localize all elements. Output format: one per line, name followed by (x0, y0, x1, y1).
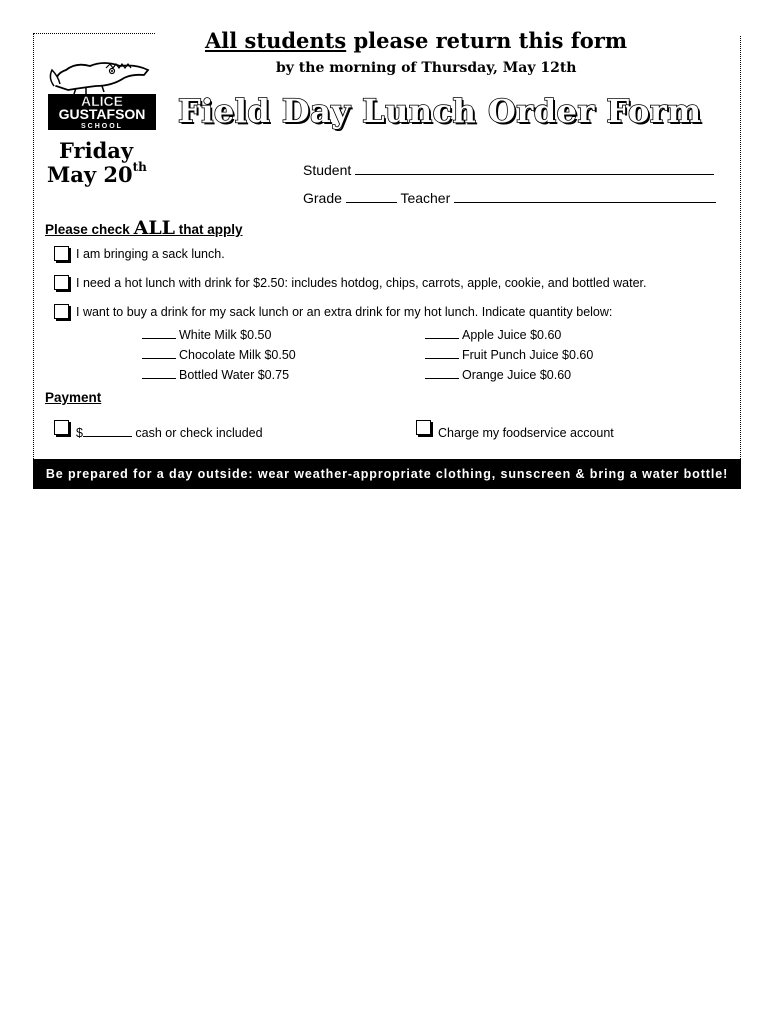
drink-white-milk[interactable] (142, 328, 271, 342)
amount-blank[interactable] (83, 426, 132, 437)
student-blank[interactable] (355, 162, 714, 175)
drink-label: Orange Juice $0.60 (462, 368, 572, 382)
check-suffix: that apply (175, 222, 243, 237)
drink-bottled-water[interactable] (142, 368, 289, 382)
return-instruction (205, 28, 627, 53)
quantity-blank[interactable] (142, 328, 176, 339)
drink-label: Bottled Water $0.75 (179, 368, 290, 382)
drink-label: Chocolate Milk $0.50 (179, 348, 296, 362)
option-cash-check (76, 426, 263, 440)
logo-line2: GUSTAFSON (58, 106, 146, 122)
quantity-blank[interactable] (425, 328, 459, 339)
grade-label: Grade (303, 190, 342, 206)
return-deadline: by the morning of Thursday, May 12th (276, 60, 577, 76)
teacher-label: Teacher (400, 190, 451, 206)
drink-fruit-punch[interactable] (425, 348, 593, 362)
reminder-banner: Be prepared for a day outside: wear weather-appropriate clothing, sunscreen & bring a water bottle! (33, 459, 741, 489)
event-month-day: May 20 (47, 162, 133, 187)
option-hot-lunch: I need a hot lunch with drink for $2.50: includes hotdog, chips, carrots, apple, cookie, and bottled water. (76, 276, 647, 290)
charge-account-checkbox[interactable] (416, 420, 431, 435)
grade-field[interactable] (303, 190, 716, 206)
event-date-suffix: th (132, 160, 147, 174)
teacher-blank[interactable] (454, 190, 716, 203)
quantity-blank[interactable] (425, 368, 459, 379)
hot-lunch-checkbox[interactable] (54, 275, 69, 290)
drink-label: Fruit Punch Juice $0.60 (462, 348, 594, 362)
quantity-blank[interactable] (142, 368, 176, 379)
event-date (47, 162, 147, 187)
cash-suffix: cash or check included (131, 426, 263, 440)
option-buy-drink: I want to buy a drink for my sack lunch or an extra drink for my hot lunch. Indicate quantity below: (76, 305, 613, 319)
check-prefix: Please check (45, 222, 134, 237)
check-instruction (45, 217, 243, 239)
option-sack-lunch: I am bringing a sack lunch. (76, 247, 225, 261)
drink-orange-juice[interactable] (425, 368, 571, 382)
event-day: Friday (59, 138, 134, 163)
sack-lunch-checkbox[interactable] (54, 246, 69, 261)
drink-chocolate-milk[interactable] (142, 348, 296, 362)
school-logo (46, 56, 158, 136)
drink-apple-juice[interactable] (425, 328, 561, 342)
quantity-blank[interactable] (425, 348, 459, 359)
check-emphasis: ALL (133, 217, 176, 239)
title-rest: please return this form (346, 28, 628, 53)
title-underlined: All students (205, 28, 347, 53)
cash-prefix: $ (76, 426, 83, 440)
form-title: Field Day Lunch Order Form (178, 92, 702, 130)
buy-drink-checkbox[interactable] (54, 304, 69, 319)
student-label: Student (303, 162, 352, 178)
drink-label: White Milk $0.50 (179, 328, 272, 342)
alligator-icon (50, 63, 148, 94)
grade-blank[interactable] (346, 190, 397, 203)
student-field[interactable] (303, 162, 714, 178)
logo-line1: ALICE (81, 93, 123, 109)
option-charge-account: Charge my foodservice account (438, 426, 614, 440)
logo-line3: SCHOOL (81, 123, 123, 130)
drink-label: Apple Juice $0.60 (462, 328, 562, 342)
payment-heading: Payment (45, 390, 102, 405)
quantity-blank[interactable] (142, 348, 176, 359)
cash-check-checkbox[interactable] (54, 420, 69, 435)
